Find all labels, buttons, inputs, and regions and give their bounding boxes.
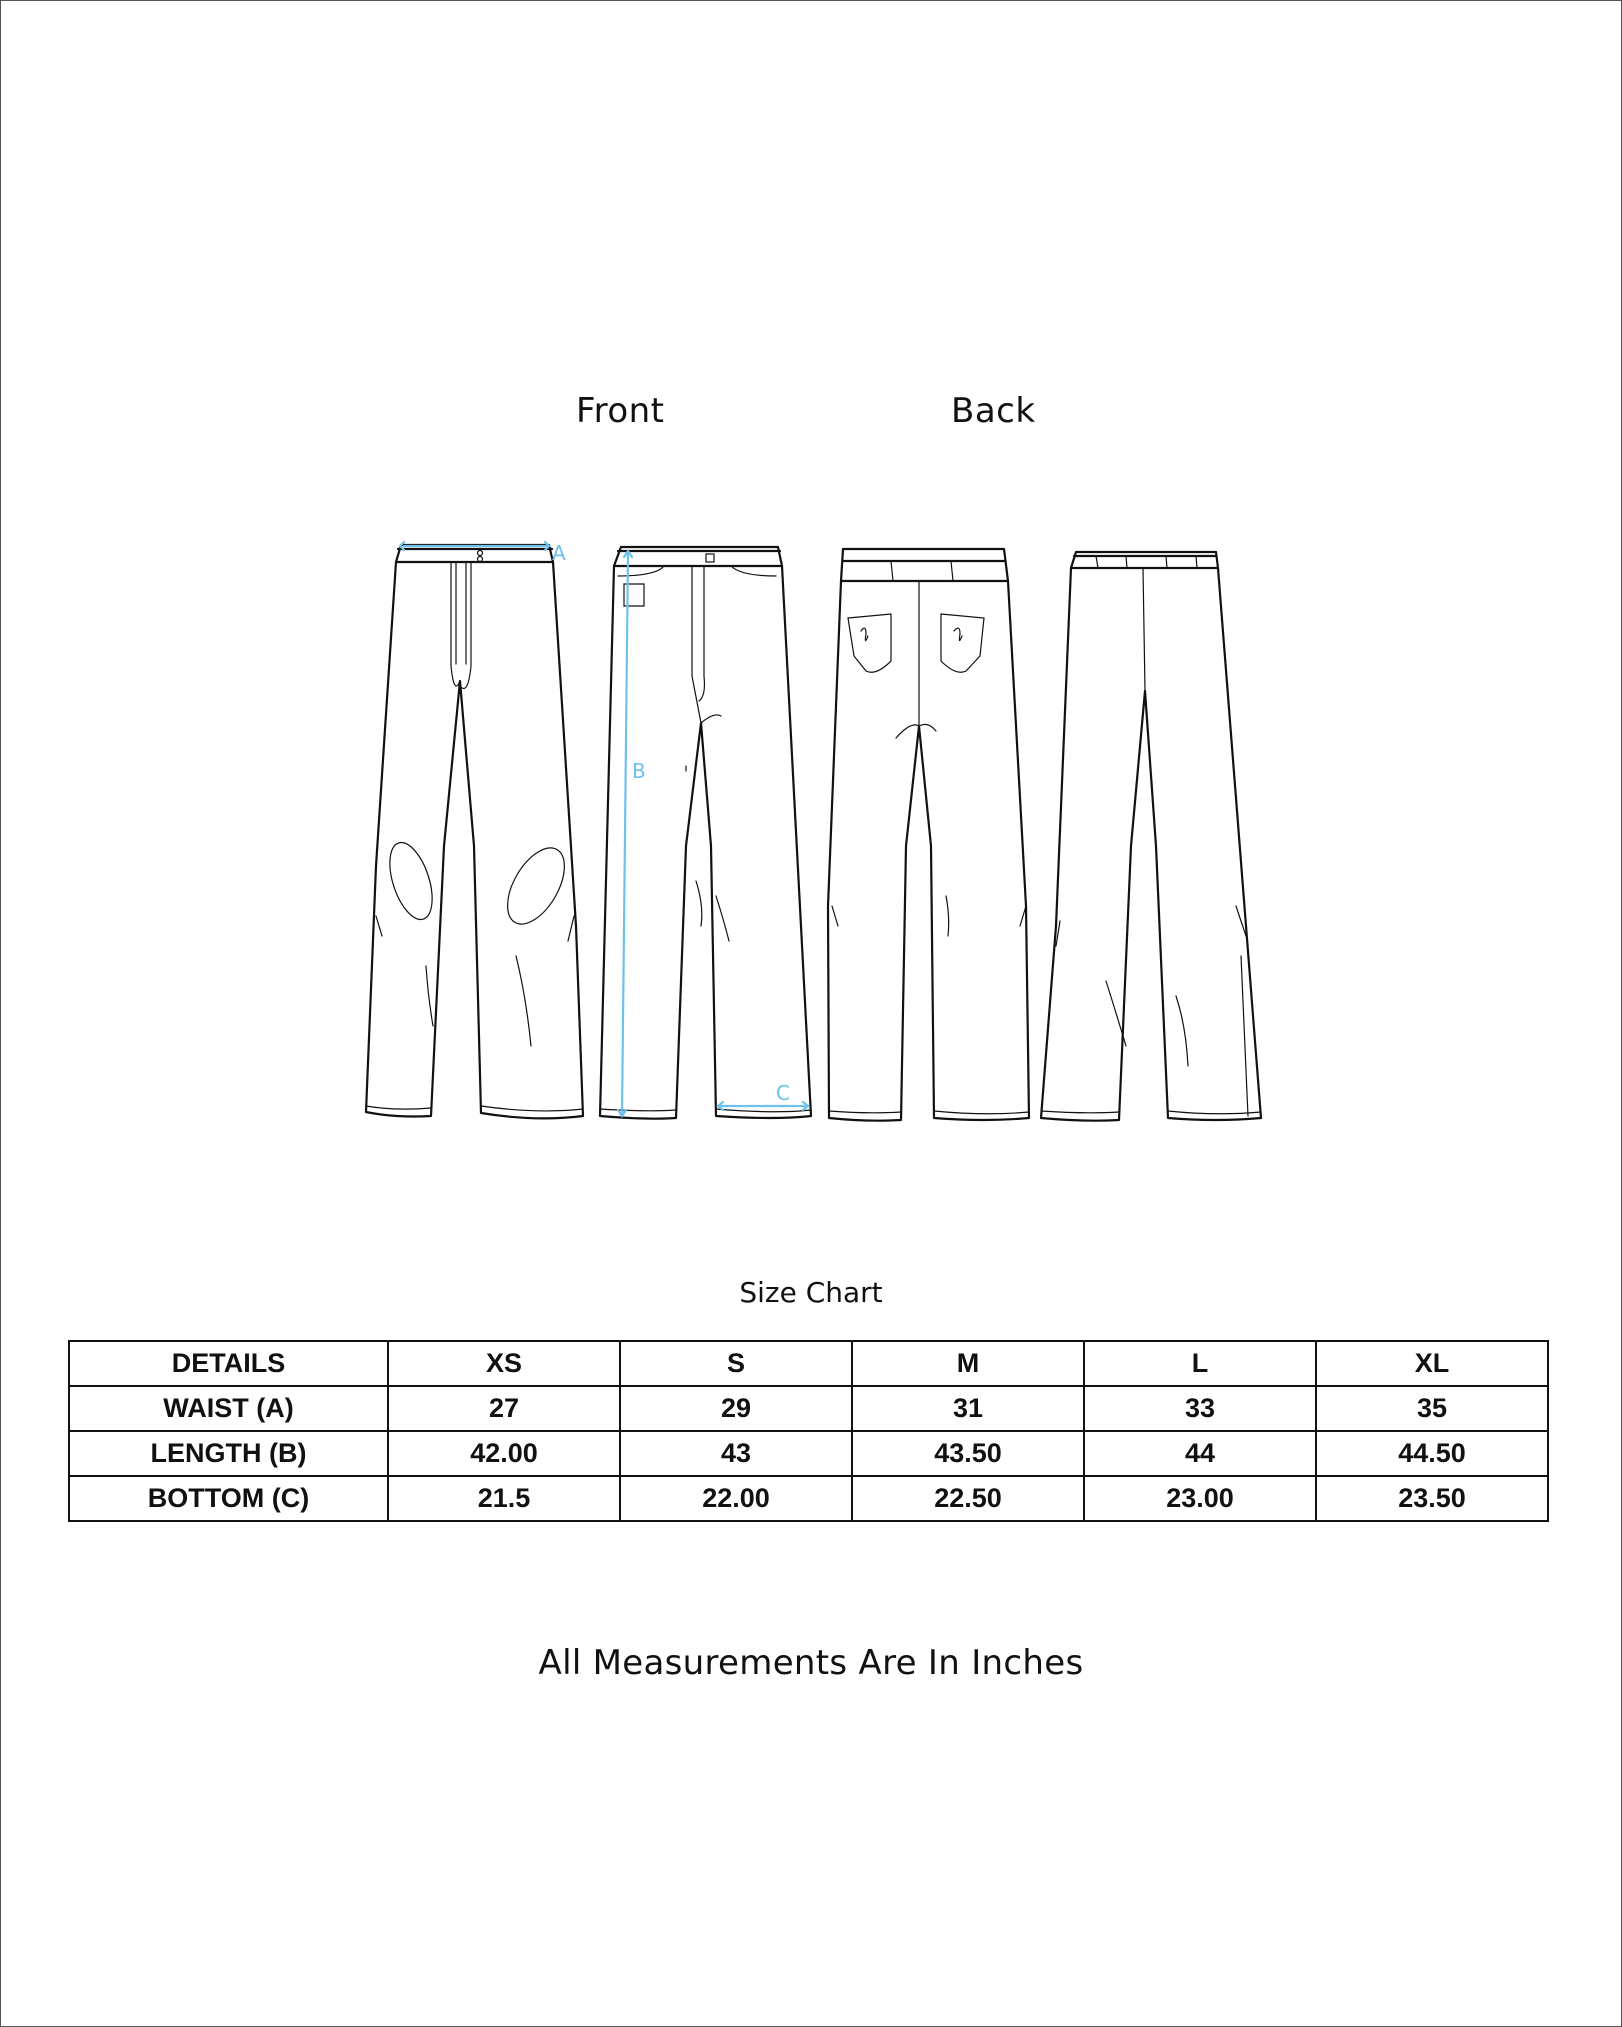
front-pant-sketch-2 xyxy=(600,547,811,1119)
table-cell: 29 xyxy=(620,1386,852,1431)
measure-label-a: A xyxy=(552,541,566,565)
size-chart-table xyxy=(68,1340,1549,1522)
back-view-label: Back xyxy=(951,391,1036,431)
size-chart-title: Size Chart xyxy=(739,1276,883,1309)
header-cell: XS xyxy=(388,1341,620,1386)
table-cell: 21.5 xyxy=(388,1476,620,1521)
table-cell: 44 xyxy=(1084,1431,1316,1476)
table-cell: 42.00 xyxy=(388,1431,620,1476)
table-row xyxy=(69,1431,1548,1476)
table-row xyxy=(69,1386,1548,1431)
header-cell: DETAILS xyxy=(69,1341,388,1386)
table-cell: 23.00 xyxy=(1084,1476,1316,1521)
header-cell: XL xyxy=(1316,1341,1548,1386)
measurement-unit-note: All Measurements Are In Inches xyxy=(538,1643,1084,1683)
table-cell: 22.50 xyxy=(852,1476,1084,1521)
table-cell: 31 xyxy=(852,1386,1084,1431)
header-cell: S xyxy=(620,1341,852,1386)
header-cell: L xyxy=(1084,1341,1316,1386)
row-label-cell: LENGTH (B) xyxy=(69,1431,388,1476)
row-label-cell: WAIST (A) xyxy=(69,1386,388,1431)
row-label-cell: BOTTOM (C) xyxy=(69,1476,388,1521)
table-header-row xyxy=(69,1341,1548,1386)
header-cell: M xyxy=(852,1341,1084,1386)
measure-label-c: C xyxy=(776,1081,790,1105)
table-row xyxy=(69,1476,1548,1521)
table-cell: 27 xyxy=(388,1386,620,1431)
front-pant-sketch-1 xyxy=(366,541,583,1118)
table-cell: 35 xyxy=(1316,1386,1548,1431)
front-view-label: Front xyxy=(576,391,665,431)
table-cell: 44.50 xyxy=(1316,1431,1548,1476)
table-cell: 22.00 xyxy=(620,1476,852,1521)
table-cell: 23.50 xyxy=(1316,1476,1548,1521)
back-pant-sketch-2 xyxy=(1041,552,1261,1121)
table-cell: 43.50 xyxy=(852,1431,1084,1476)
back-pant-sketch-1 xyxy=(828,549,1029,1121)
table-cell: 33 xyxy=(1084,1386,1316,1431)
table-cell: 43 xyxy=(620,1431,852,1476)
measure-label-b: B xyxy=(632,759,646,783)
pants-sketches xyxy=(356,526,1276,1126)
